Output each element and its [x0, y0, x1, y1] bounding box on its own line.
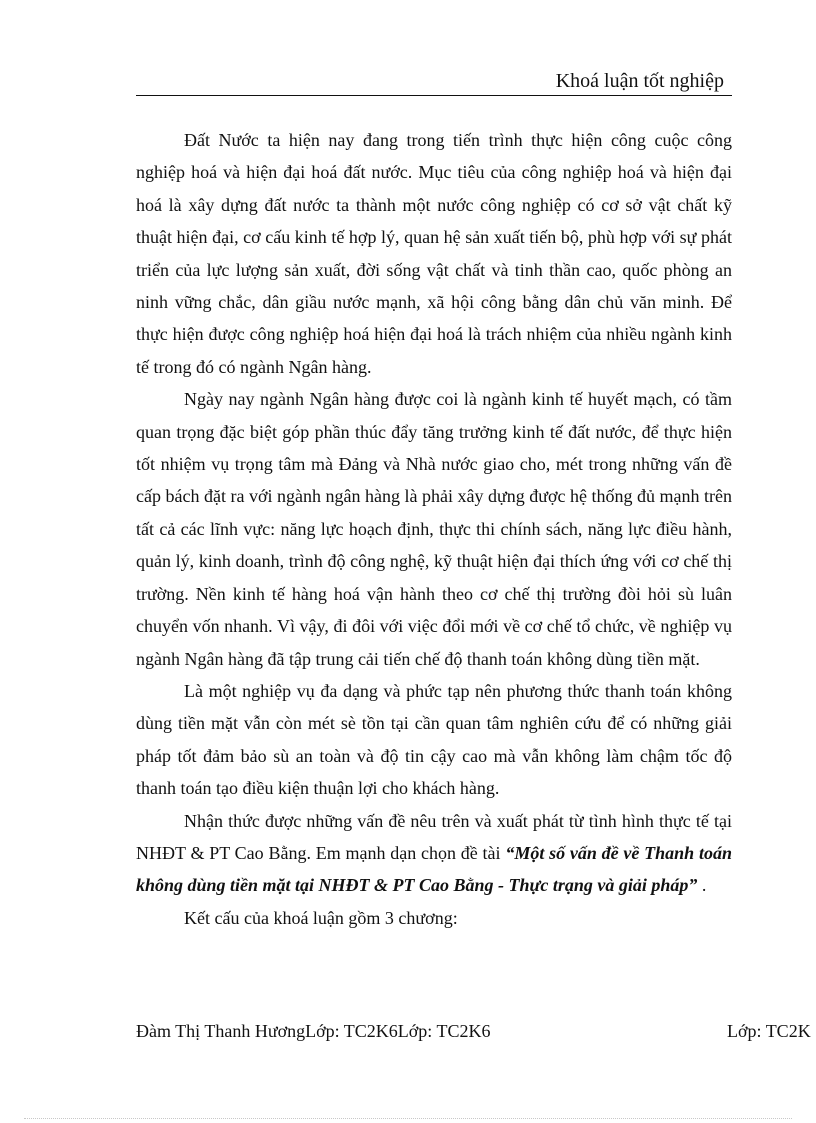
footer-class-right: Lớp: TC2K [727, 1021, 811, 1041]
thesis-title: “Một số vấn đề về Thanh toán không dùng tiền mặt tại NHĐT & PT Cao Bằng - Thực trạng và giải pháp” [136, 842, 732, 896]
paragraph-2: Ngày nay ngành Ngân hàng được coi là ngành kinh tế huyết mạch, có tầm quan trọng đặc biệt góp phần thúc đẩy tăng trưởng kinh tế đất nước, để thực hiện tốt nhiệm vụ trọng tâm mà Đảng và Nhà nước giao cho, mét trong những vấn đề cấp bách đặt ra với ngành ngân hàng là phải xây dựng được hệ thống đủ mạnh trên tất cả các lĩnh vực: năng lực hoạch định, thực thi chính sách, năng lực điều hành, quản lý, kinh doanh, trình độ công nghệ, kỹ thuật hiện đại thích ứng với cơ chế thị trường. Nền kinh tế hàng hoá vận hành theo cơ chế thị trường đòi hỏi sù luân chuyển vốn nhanh. Vì vậy, đi đôi với việc đổi mới về cơ chế tổ chức, về nghiệp vụ ngành Ngân hàng đã tập trung cải tiến chế độ thanh toán không dùng tiền mặt. [136, 389, 732, 669]
header-rule [136, 95, 732, 96]
paragraph-4 [136, 805, 732, 902]
paragraph-5: Kết cấu của khoá luận gồm 3 chương: [184, 907, 458, 928]
paragraph-3: Là một nghiệp vụ đa dạng và phức tạp nên phương thức thanh toán không dùng tiền mặt vẫn còn mét sè tồn tại cần quan tâm nghiên cứu để có những giải pháp tốt đảm bảo sù an toàn và độ tin cậy cao mà vẫn không làm chậm tốc độ thanh toán tạo điều kiện thuận lợi cho khách hàng. [136, 680, 732, 799]
paragraph-4-tail: . [697, 875, 707, 896]
paragraph-1: Đất Nước ta hiện nay đang trong tiến trình thực hiện công cuộc công nghiệp hoá và hiện đại hoá đất nước. Mục tiêu của công nghiệp hoá và hiện đại hoá là xây dựng đất nước ta thành một nước công nghiệp có cơ sở vật chất kỹ thuật hiện đại, cơ cấu kinh tế hợp lý, quan hệ sản xuất tiến bộ, phù hợp với sự phát triển của lực lượng sản xuất, đời sống vật chất và tinh thần cao, quốc phòng an ninh vững chắc, dân giầu nước mạnh, xã hội công bằng dân chủ văn minh. Để thực hiện được công nghiệp hoá hiện đại hoá là trách nhiệm của nhiều ngành kinh tế trong đó có ngành Ngân hàng. [136, 130, 732, 377]
paragraph-4-lead: Nhận thức được những vấn đề nêu trên và xuất phát từ tình hình thực tế tại NHĐT & PT Cao Bằng. Em mạnh dạn chọn đề tài [136, 810, 732, 863]
page-edge-divider [24, 1118, 792, 1119]
document-body [136, 124, 732, 934]
header-title: Khoá luận tốt nghiệp [555, 70, 724, 92]
footer-author-class: Đàm Thị Thanh HươngLớp: TC2K6Lớp: TC2K6 [136, 1021, 491, 1041]
